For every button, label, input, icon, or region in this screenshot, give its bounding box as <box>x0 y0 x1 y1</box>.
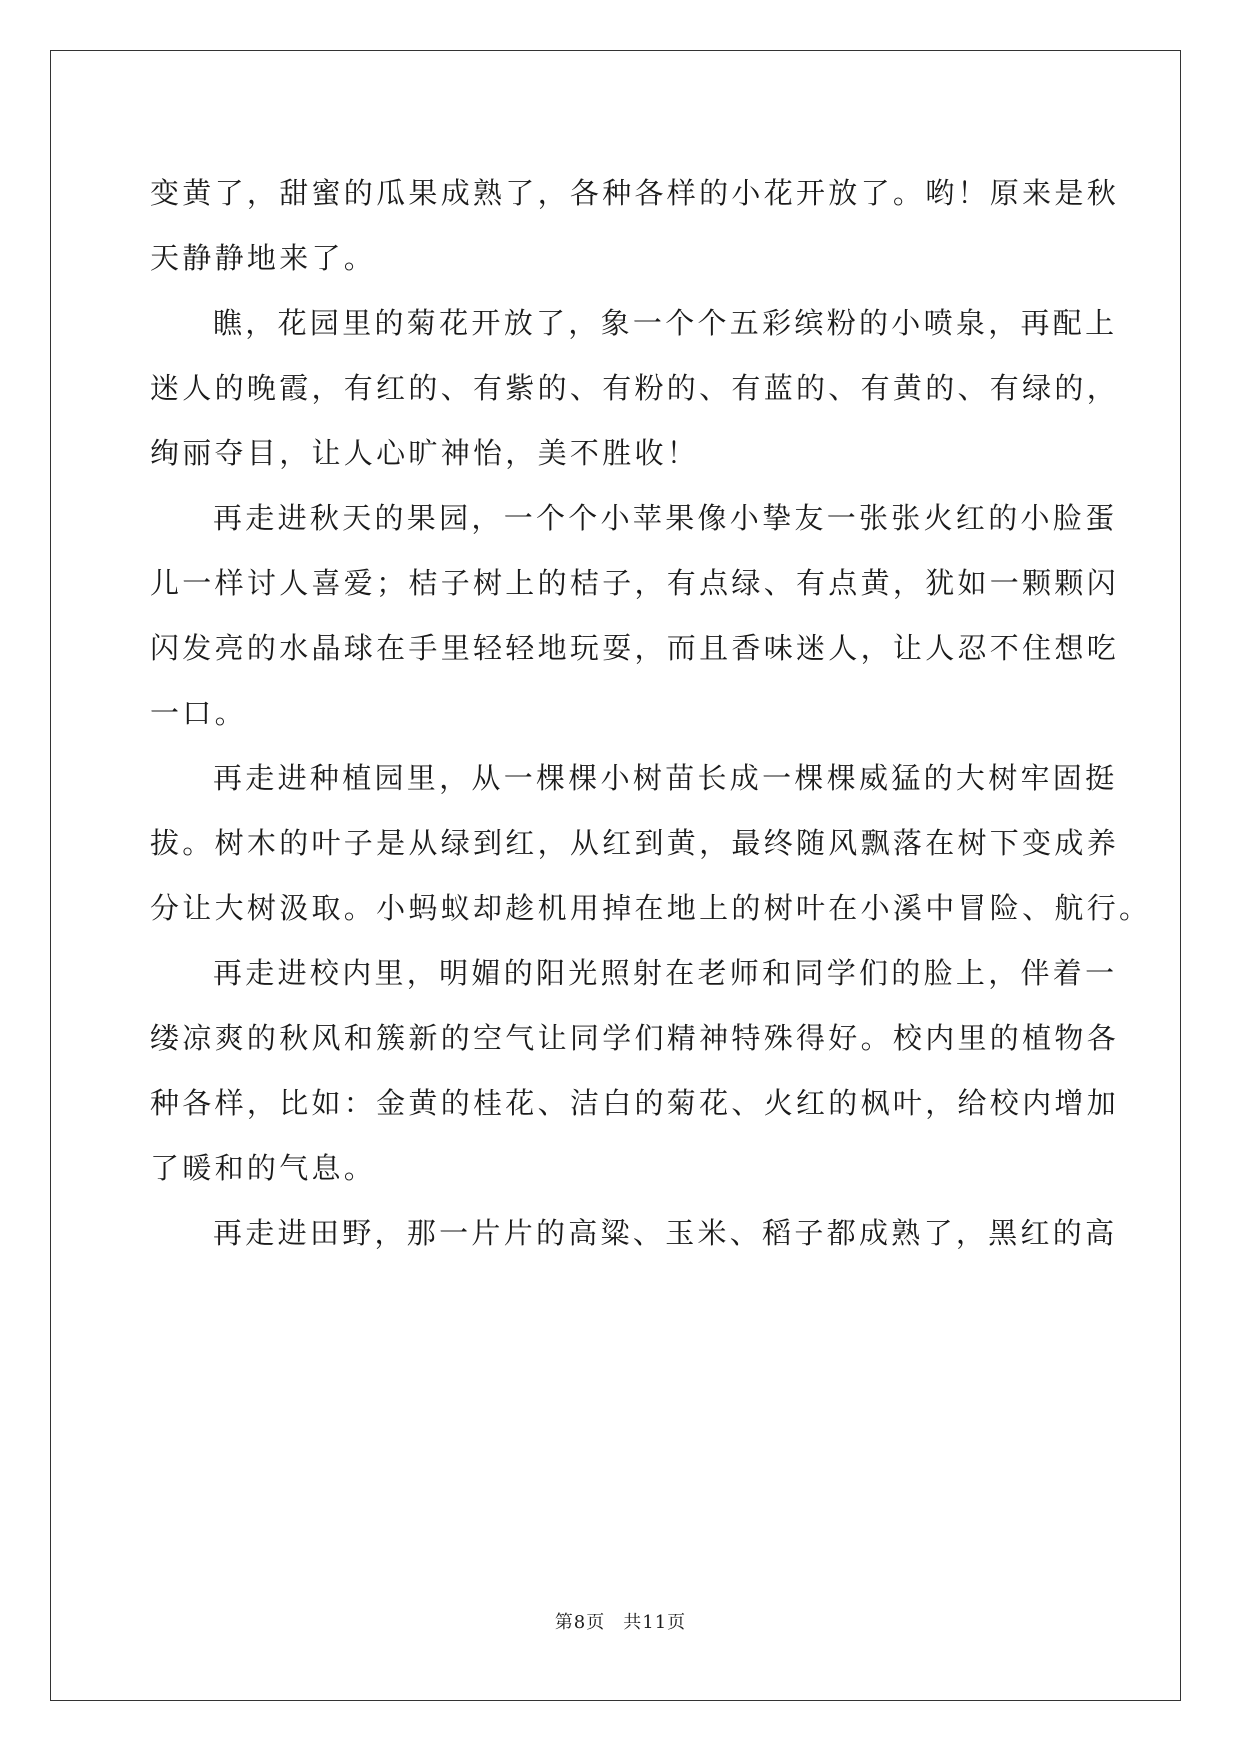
text-line: 闪发亮的水晶球在手里轻轻地玩耍，而且香味迷人，让人忍不住想吃 <box>150 631 1120 665</box>
document-body <box>150 161 1152 1266</box>
text-line: 种各样，比如：金黄的桂花、洁白的菊花、火红的枫叶，给校内增加 <box>150 1086 1120 1120</box>
text-line: 瞧，花园里的菊花开放了，象一个个五彩缤粉的小喷泉，再配上 <box>213 306 1118 340</box>
page-total: 共11页 <box>623 1612 687 1633</box>
page-footer <box>0 1612 1241 1634</box>
text-line: 天静静地来了。 <box>150 241 377 275</box>
text-line: 了暖和的气息。 <box>150 1151 377 1185</box>
text-line: 一口。 <box>150 696 247 730</box>
text-line: 缕凉爽的秋风和簇新的空气让同学们精神特殊得好。校内里的植物各 <box>150 1021 1120 1055</box>
text-line: 再走进种植园里，从一棵棵小树苗长成一棵棵威猛的大树牢固挺 <box>213 761 1118 795</box>
text-line: 再走进秋天的果园，一个个小苹果像小挚友一张张火红的小脸蛋 <box>213 501 1118 535</box>
text-line: 儿一样讨人喜爱；桔子树上的桔子，有点绿、有点黄，犹如一颗颗闪 <box>150 566 1120 600</box>
text-line: 迷人的晚霞，有红的、有紫的、有粉的、有蓝的、有黄的、有绿的， <box>150 371 1120 405</box>
text-line: 绚丽夺目，让人心旷神怡，美不胜收！ <box>150 436 700 470</box>
text-line: 再走进田野，那一片片的高粱、玉米、稻子都成熟了，黑红的高 <box>213 1216 1118 1250</box>
page-number: 第8页 <box>554 1612 606 1633</box>
text-line: 分让大树汲取。小蚂蚁却趁机用掉在地上的树叶在小溪中冒险、航行。 <box>150 891 1152 925</box>
text-line: 变黄了，甜蜜的瓜果成熟了，各种各样的小花开放了。哟！原来是秋 <box>150 176 1120 210</box>
text-line: 拔。树木的叶子是从绿到红，从红到黄，最终随风飘落在树下变成养 <box>150 826 1120 860</box>
text-line: 再走进校内里，明媚的阳光照射在老师和同学们的脸上，伴着一 <box>213 956 1118 990</box>
